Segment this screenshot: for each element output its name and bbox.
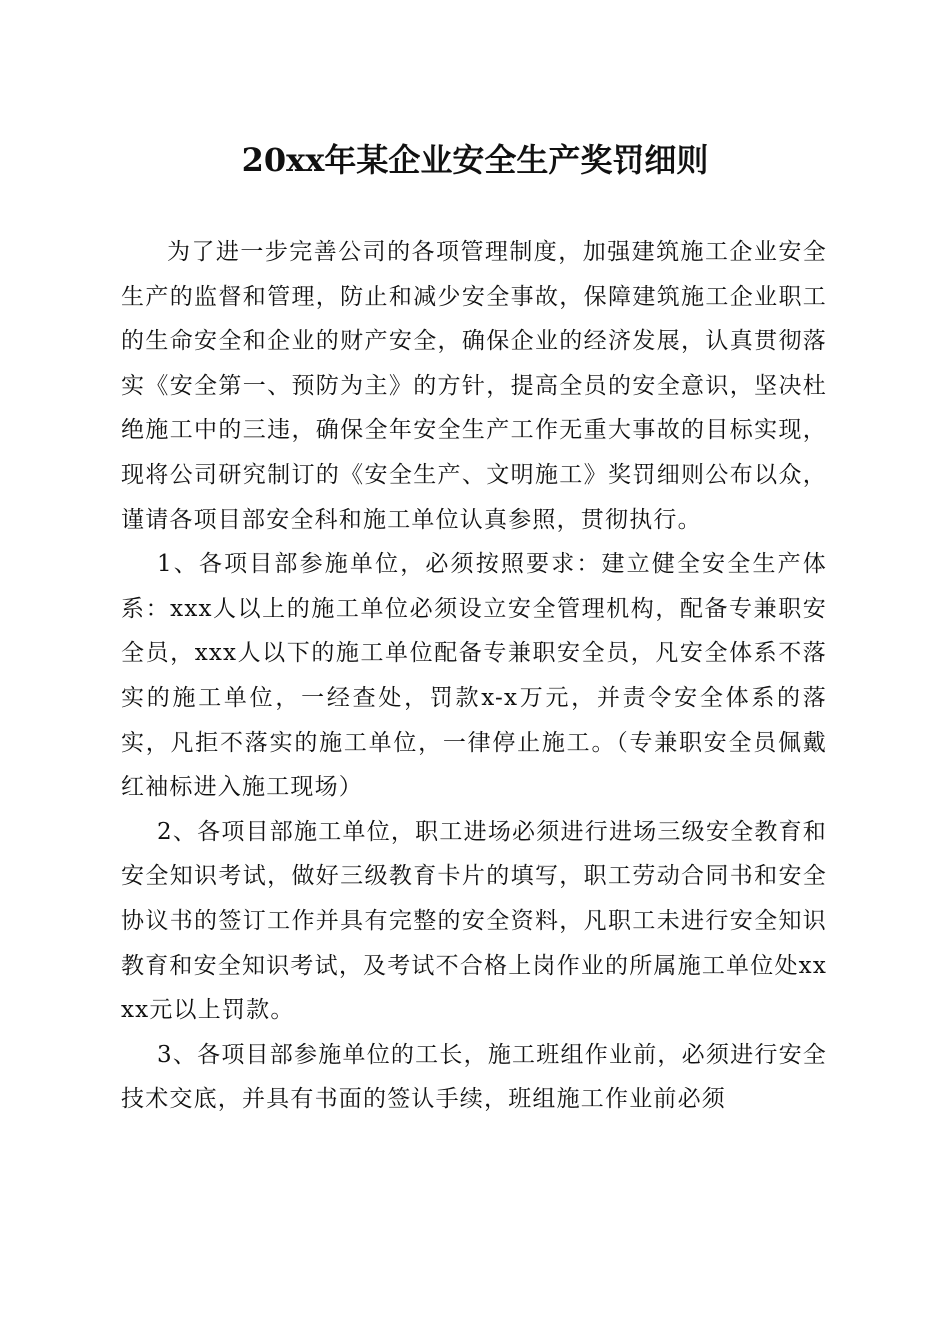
document-body [121,230,827,1122]
paragraph-item-3: 3、各项目部参施单位的工长，施工班组作业前，必须进行安全技术交底，并具有书面的签认手续，班组施工作业前必须 [121,1041,827,1113]
paragraph-item-1: 1、各项目部参施单位，必须按照要求：建立健全安全生产体系：xxx人以上的施工单位必须设立安全管理机构，配备专兼职安全员，xxx人以下的施工单位配备专兼职安全员，凡安全体系不落实的施工单位，一经查处，罚款x-x万元，并责令安全体系的落实，凡拒不落实的施工单位，一律停止施工。（专兼职安全员佩戴红袖标进入施工现场） [121,551,827,801]
document-title: 20xx年某企业安全生产奖罚细则 [241,141,709,179]
paragraph-intro: 为了进一步完善公司的各项管理制度，加强建筑施工企业安全生产的监督和管理，防止和减少安全事故，保障建筑施工企业职工的生命安全和企业的财产安全，确保企业的经济发展，认真贯彻落实《安全第一、预防为主》的方针，提高全员的安全意识，坚决杜绝施工中的三违，确保全年安全生产工作无重大事故的目标实现，现将公司研究制订的《安全生产、文明施工》奖罚细则公布以众，谨请各项目部安全科和施工单位认真参照，贯彻执行。 [121,239,827,533]
paragraph-item-2: 2、各项目部施工单位，职工进场必须进行进场三级安全教育和安全知识考试，做好三级教育卡片的填写，职工劳动合同书和安全协议书的签订工作并具有完整的安全资料，凡职工未进行安全知识教育和安全知识考试，及考试不合格上岗作业的所属施工单位处xxxx元以上罚款。 [121,818,827,1024]
